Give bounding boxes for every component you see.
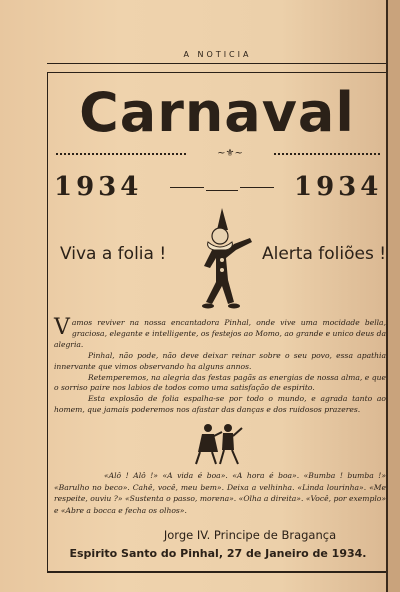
article-body: [54, 315, 386, 416]
bottom-rule: [47, 572, 389, 573]
carnival-quotes: «Alô ! Alô !» «A vida é boa». «A hora é boa». «Bumba ! bumba !» «Barulho no beco». Cahê, você, meu bem». Deixa a velhinha. «Linda lourinha». «Me respeite, ouviu ?» «Sustenta o passo, morena». «Olha a direita». «Você, por exemplo» e «Abre a bocca e fecha os olhos».: [54, 471, 386, 515]
slogan-left: Viva a folia !: [60, 244, 167, 264]
year-dash-2: [206, 190, 238, 191]
dotted-divider-left: [56, 153, 186, 155]
page-title: Carnaval: [79, 81, 355, 144]
article-paragraph: Vamos reviver na nossa encantadora Pinhal, onde vive uma mocidade bella, graciosa, elegante e intelligente, os festejos ao Momo, ao grande e unico deus da alegria.: [54, 315, 386, 349]
newspaper-header: A NOTICIA: [183, 50, 252, 59]
year-right: 1934: [294, 172, 383, 202]
article-paragraph: Pinhal, não pode, não deve deixar reinar sobre o seu povo, essa apathia innervante que vimos observando ha alguns annos.: [54, 350, 386, 371]
article-paragraph: Esta explosão de folia espalha-se por todo o mundo, e agrada tanto ao homem, que jamais poderemos nos afastar das danças e dos ruidosos prazeres.: [54, 394, 386, 415]
adjacent-page-edge: [386, 0, 400, 592]
dotted-divider-right: [274, 153, 380, 155]
header-rule: [47, 63, 389, 64]
pierrot-illustration: [182, 206, 258, 314]
slogan-right: Alerta foliões !: [262, 244, 387, 264]
signature: Jorge IV. Principe de Bragança: [163, 528, 337, 542]
year-left: 1934: [54, 172, 143, 202]
dancers-illustration: [192, 422, 244, 466]
year-dash-1: [170, 187, 204, 188]
place-date: Espirito Santo do Pinhal, 27 de Janeiro de 1934.: [69, 547, 367, 560]
year-dash-3: [240, 187, 274, 188]
dropcap: V: [54, 315, 70, 340]
ornament: ~⚜~: [217, 148, 243, 159]
article-paragraph: Retemperemos, na alegria das festas pagãs as energias de nossa alma, e que o sorriso paire nos labios de todos como uma satisfação de espirito.: [54, 372, 386, 393]
